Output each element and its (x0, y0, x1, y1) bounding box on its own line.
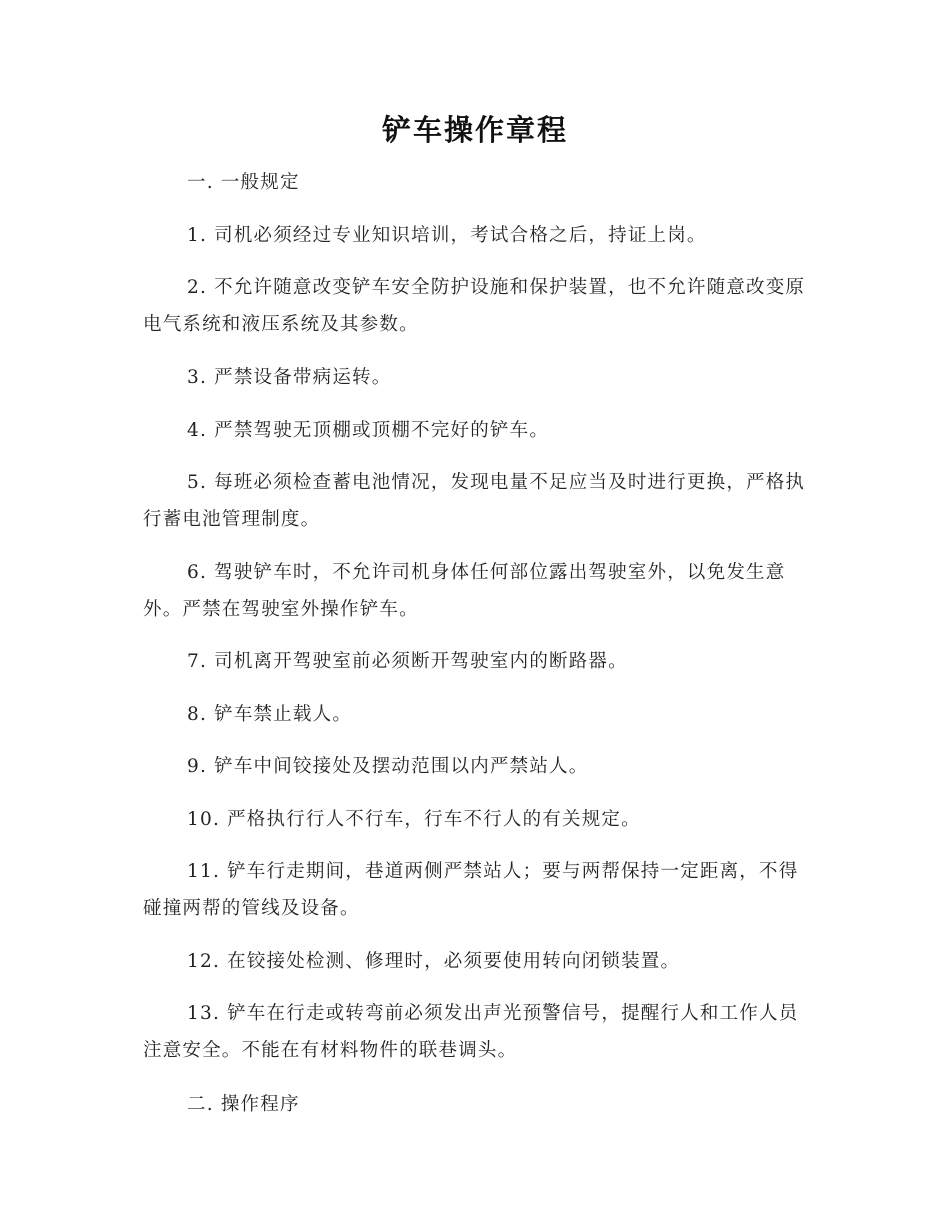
section-heading-procedure: 二. 操作程序 (187, 1094, 300, 1115)
rule-item-7: 7. 司机离开驾驶室前必须断开驾驶室内的断路器。 (187, 651, 628, 672)
rule-item-9: 9. 铲车中间铰接处及摆动范围以内严禁站人。 (187, 756, 589, 777)
rule-item-2: 2. 不允许随意改变铲车安全防护设施和保护装置，也不允许随意改变原电气系统和液压系统及其参数。 (143, 277, 806, 335)
rule-item-10: 10. 严格执行行人不行车，行车不行人的有关规定。 (187, 809, 641, 830)
rule-item-1: 1. 司机必须经过专业知识培训，考试合格之后，持证上岗。 (187, 225, 707, 246)
rule-item-5: 5. 每班必须检查蓄电池情况，发现电量不足应当及时进行更换，严格执行蓄电池管理制度。 (143, 472, 806, 530)
section-heading-general: 一. 一般规定 (187, 172, 300, 193)
rule-item-6: 6. 驾驶铲车时，不允许司机身体任何部位露出驾驶室外，以免发生意外。严禁在驾驶室外操作铲车。 (143, 562, 786, 620)
rule-item-3: 3. 严禁设备带病运转。 (187, 367, 392, 388)
rule-item-8: 8. 铲车禁止载人。 (187, 704, 353, 725)
rule-item-13: 13. 铲车在行走或转弯前必须发出声光预警信号，提醒行人和工作人员注意安全。不能在有材料物件的联巷调头。 (143, 1003, 799, 1061)
rule-item-11: 11. 铲车行走期间，巷道两侧严禁站人；要与两帮保持一定距离，不得碰撞两帮的管线及设备。 (143, 861, 799, 919)
document-title: 铲车操作章程 (381, 113, 568, 147)
rule-item-12: 12. 在铰接处检测、修理时，必须要使用转向闭锁装置。 (187, 951, 681, 972)
rule-item-4: 4. 严禁驾驶无顶棚或顶棚不完好的铲车。 (187, 420, 550, 441)
